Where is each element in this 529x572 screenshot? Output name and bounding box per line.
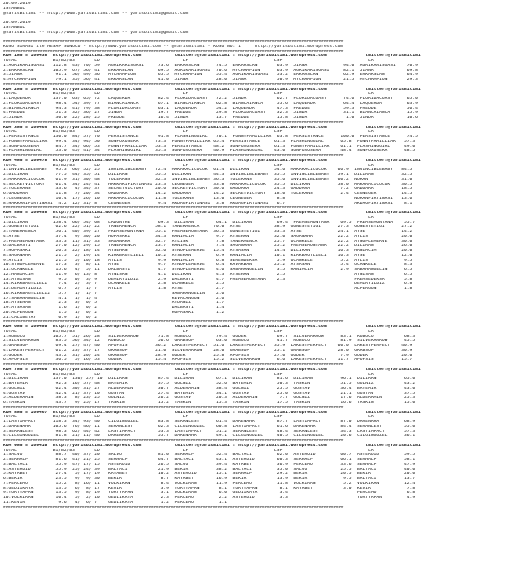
report-line: 5:FREMSEMONTANA 33.3 11/ 31/ 33 SAGANAHA 32.7 ATLISK 7.8 TANERMENCA 25.7 UCANKELE 22.2 ATNOPLEMERVE 30.0 [3, 239, 413, 244]
report-line: 4:FREDDE 51.3 32/ 36/ 27 JINDA 19.7 FREDDE 29.8 FLORIDACOAST 32.3 JINDA 31.1 BIANCAIANCA 15.9 [3, 111, 418, 116]
separator-line: ########################################################################################################################################## [3, 405, 344, 410]
report-line: 3:TANERMENCA 56.1 40/ 39/ 27 FREMSEMONTANA 55.1 FREMSEMONTANA 36.3 GUNESTETIGI 33.3 AYSE 24.1 AYSE 14.2 [3, 230, 413, 234]
report-line: 3:SUNFOXOSERA 84.7 34/ 66/ 53 FUNNYFAMILLIAR 53.3 PERSISTANCE 48.2 SUNFOXOSERA 61.3 FUNNYFAMILLIAR 61.1 FLASHINGGIRL 49.0 [3, 144, 416, 149]
report-line: 3:GULNIZ 62.4 30/ 31/ 27 ALDERAMIN 30.7 ALDERAMIN 38.4 GULNIZ 25.5 GUSTAV 36.4 BAYEMIR 43.0 [3, 386, 416, 391]
report-line: ISTANBUL [3, 25, 26, 30]
column-header-line: TOTAL B1/B2/B3 LD LF LSP LA [3, 415, 374, 420]
report-line: 7:HOPASAKI 26.3 22/ 18/ 14 AYSEHAN 32.6 STNOPLEMERVE 15.4 ATSASAN 14.4 DILIRAN 16.3 HANIMCIM 20.0 [3, 249, 413, 253]
report-line: 14:KIRKBAGTLIELI 7.4 2/ 3/ 7 UCANKELE 2.8 UCANKELE 2.5 DEMIRYILDIZ 6.8 [3, 282, 413, 287]
report-line: 4:CILGINGUZEL 81.8 21/ 11/ 40 DARENAHA 55.7 DARENAHA 49.1 CILGINGUZEL 40.5 CILGINGUZEL 20.6 CILGINGUZEL 36.1 [3, 434, 416, 439]
report-line: 1:LASTIMPACT 118.3 34/ 93/ 40 CILGINGUZEL 83.8 SERANLEST 61.4 DARENAHA 87.7 LASTIMPACT 87.0 DARENAHA 68.9 [3, 420, 416, 424]
report-line: 2:ERKARSLAN 105.9 67/ 56/ 41 ERKARSLAN 69.5 AGRIKARISGASI 70.6 MYCHAMPION 63.9 AGRIKARISGASI 82.1 JIANA 69.8 [3, 68, 418, 73]
report-line: 2:DARENAHA 105.6 76/ 46/ 11 SERANLEST 62.3 CILGINGUZEL 60.8 LASTIMPACT 61.6 DARENAHA 84.4 SERANLEST 55.0 [3, 424, 416, 429]
report-line: 12:HANIMCIM 11.9 6/ 13/ 8 ATNISAN 4.1 DILIRAN 4.3 AYSEHAN 2.5 ATNISAN 6.5 [3, 272, 413, 277]
separator-line: ########################################################################################################################################## [3, 154, 344, 158]
separator-line: ########################################################################################################################################## [3, 439, 344, 443]
report-line: 11:KEVIR 9.6 4/ 6/ 7 GEDIIKAYA 1.2 PERCEMO 1.1 [3, 500, 228, 505]
report-line: KOSU SIRASI ile HESAP SONUCU - http://www.yarisbilimi.com -- @YarisBilimi - KOSU NO: 1 http://yarisbilimi.wordpress.com [3, 44, 344, 49]
column-header-line: TOTAL B1/B2/B3 LD LF LSP LA [3, 130, 374, 135]
report-line: @YarisBilimi -- http://www.yarisbilimi.com -- yarisbilimi@gmail.com [3, 11, 189, 16]
report-line: 3:JIANA 91.1 56/ 49/ 36 MYCHAMPION 65.5 MYCHAMPION 55.4 AGRIKARISGASI 53.2 ERKARSLAN 62.9 ERKARSLAN 64.9 [3, 73, 418, 78]
separator-line: ########################################################################################################################################## [3, 206, 344, 211]
report-line: 2:GUNESTETIGI 62.6 22/ 51/ 22 TANERMENCA 58.1 TANERMENCA 70.0 AYSE 38.9 GUNESTETIGI 27.3 GUNESTETIGI 27.2 [3, 225, 413, 230]
race-header-line: KUM 9NG = 169410 http://yarisbilimi.wordpress.com twitter:@YarisBilimi : http://yarisbilimi.wordpress.com twitter:@YarisBilimi [3, 443, 421, 448]
report-line: 16:KIRKBAGTLIELI2 5.7 1/ 1/ 7 SABAHANGELIN 2.6 [3, 291, 225, 296]
report-line: 3:BIANCAIANCA 94.3 41/ 79/ 38 FLORIDACOAST 63.1 LAQUERDA 54.2 LAQUERDA 47.3 FREDDE 59.3 FREDDE 56.4 [3, 106, 418, 111]
report-line: 2:FLORIDACOAST 98.4 54/ 39/ 77 BIANCAIANCA 67.1 BIANCAIANCA 62.8 BIANCAIANCA 55.6 LAQUERDA 64.4 LAQUERDA 63.9 [3, 101, 418, 106]
report-line: ISTANBUL [3, 6, 26, 11]
column-header-line: TOTAL B1/B2/B3 LD LF LSP LA [3, 448, 374, 453]
race-header-line: KUM 8NG = 169467 http://yarisbilimi.wordpress.com twitter:@YarisBilimi : http://yarisbilimi.wordpress.com twitter:@YarisBilimi [3, 410, 421, 415]
report-line: 2:FUNNYFAMILLIAR 99.4 34/ 94/ 50 SUNFOXOSERA 73.3 FUNNYFAMILLIAR 65.4 PERSISTANCE 61.3 FLASHINGGIRL 65.8 FUNNYFAMILLIAR 57.3 [3, 139, 416, 144]
report-line: 5:GODEK 43.2 31/ 20/ 24 GRABSOP 28.9 GODEK 25.8 APOFSIS 27.0 GODEK 7.9 GODEK 20.0 [3, 353, 413, 358]
report-line: 2:SERHALP 81.6 41/ 21/ 25 SERHALP 64.7 BALTACI 43.1 ASTEROID 60.3 SERHALP 66.1 SERHALP 58.1 [3, 458, 416, 462]
report-line: 1:PERSISTANCE 130.0 84/ 57/ 70 PERSISTANCE 91.8 FLASHINGGIRL 70.1 FUNNYFAMILLIAR 63.8 PERSISTANCE 100.0 PERSISTANCE 74.5 [3, 135, 418, 139]
report-line: 4:GUSTAV 42.4 21/ 37/ 10 GUSTAV 27.4 BAYEMIR 34.1 GUSTAV 25.0 GUSTAV 21.1 GUSTAV 37.5 [3, 391, 416, 396]
race-header-line: KUM 6NG = 169480 http://yarisbilimi.wordpress.com twitter:@YarisBilimi : http://yarisbilimi.wordpress.com twitter:@YarisBilimi [3, 325, 421, 329]
report-line: 17:SABAHANGELIN 4.1 1/ 1/ 4 KEVACANGUN 2.6 [3, 296, 225, 301]
report-line: 5:JINDA 30.0 22/ 28/ 25 FREDDE 16.4 JINDA 13.7 FREDDE 15.8 JINDA 1.0 JINDA 10.6 [3, 116, 418, 120]
separator-line: ########################################################################################################################################## [3, 49, 344, 54]
report-line: 1:DILIRAN 137.0 136/ 27/ 10 DILIRAN 87.4 DILIRAN 67.1 DILIRAN 81.6 DILIRAN 96.1 DILIRAN 65.0 [3, 377, 416, 382]
report-line: @YarisBilimi -- http://www.yarisbilimi.com -- yarisbilimi@gmail.com [3, 30, 189, 35]
report-line: 2:BAYEMIR 92.3 16/ 57/ 48 BAYEMIR 37.5 GULNIZ 52.6 BAYEMIR 50.3 TASKIN 51.5 GULNIZ 43.2 [3, 382, 416, 386]
report-line: 3:BALTACI 55.9 47/ 17/ 15 ASTEROID 26.5 SALVO 39.4 KAYABET 36.9 PERCEMO 33.6 SERHALP 47.9 [3, 462, 416, 467]
report-line: 20.09.2019 [3, 21, 31, 25]
race-header-line: KUM 7NG = 169460 http://yarisbilimi.wordpress.com twitter:@YarisBilimi : http://yarisbilimi.wordpress.com twitter:@YarisBilimi [3, 367, 421, 372]
column-header-line: TOTAL B1/B2/B3 LD LF LSP LA [3, 59, 374, 63]
column-header-line: TOTAL B1/B2/B3 LD LF LSP LA [3, 329, 374, 334]
separator-line: ########################################################################################################################################## [3, 82, 344, 87]
column-header-line: TOTAL B1/B2/B3 LD LF LSP LA [3, 215, 374, 220]
column-header-line: TOTAL B1/B2/B3 LD LF LSP LA [3, 372, 374, 377]
report-line: 20:ALPERGUN 1.5 1/ 0/ 2 HOPASAKI 1.2 [3, 310, 225, 315]
report-line: 19:ATSASAN 1.6 1/ 0/ 2 DALBASTI 1.4 [3, 306, 225, 310]
report-line: 5:TOLERANS 33.6 4/ 34/ 37 SECRETVICTORY 20.6 SECRETVICTORY 30.6 GADDARA 24.3 GADDARA 7.2 GADDARA 18.5 [3, 187, 413, 192]
report-line: 20.09.2019 [3, 2, 31, 6]
report-line: 15:DEMIRYILDIZ 6.7 2/ 1/ 7 AYLIS 1.8 AYSE 2.7 ALPERGUN 1.8 [3, 287, 413, 291]
column-header-line: TOTAL B1/B2/B3 LD LF LSP LA [3, 92, 374, 97]
column-header-line: TOTAL B1/B2/B3 LD LF LSP LA [3, 163, 374, 168]
separator-line: ########################################################################################################################################## [3, 320, 344, 325]
report-line: 5:ALDERAMIN 38.3 8/ 23/ 25 GULNIZ 26.2 GUSTAV 20.3 ALDERAMIN 7.7 GULNIZ 17.6 ALDERAMIN 25.3 [3, 396, 416, 401]
report-line: 3:SERANLEST 98.3 62/ 44/ 42 LASTIMPACT 53.3 LASTIMPACT 51.2 SERANLEST 48.4 SERANLEST 34.3 LASTIMPACT 57.3 [3, 429, 416, 434]
separator-line: ########################################################################################################################################## [3, 120, 344, 125]
report-line: 21:CALIBETAY 0.9 1/ 0/ 2 [3, 315, 98, 320]
report-line: 4:ASTEROID 55.9 25/ 24/ 39 BALTACI 21.9 BEKIR 38.2 BALTACI 35.0 SALVO 25.5 BALTACI 40.0 [3, 467, 416, 472]
report-line: 13:ATNISAN 9.5 0/ 3/ 9 DEMIRYILDIZ 2.9 DALBASTI 4.7 FREMSEMONTANA 2.3 FREMSEDEKSA 5.8 [3, 277, 413, 282]
report-line: 6:BEKIR 23.5 9/ 9/ 30 BEKIR 8.7 KAYABET 16.9 BEKIR 13.9 BEKIR 9.5 BALTACI 13.7 [3, 477, 416, 481]
report-line: 10:VOLKIRAN 10.4 5/ 2/ 10 GEDIIKAYA 2.3 PERCEMO 2.2 ASTEROID 3.3 YURTYAPAN 4.9 [3, 496, 416, 500]
report-line: 10:STNOPLEMERVE 17.3 3/ 8/ 11 AYSE 9.7 ATNOPLEMERVE 6.4 KAVAKBAN 25.2 ATSASAN 5.4 UCANKELE 8.3 [3, 263, 413, 268]
report-line: 1:INVINCIBLEBABY 95.3 66/ 52/ 25 INVINCIBLEBABY 72.4 MAKARACICOCUK 61.4 DILIRAN 54.6 MAKARACICOCUK 66.9 INVINCIBLEBABY 84.5 [3, 168, 413, 173]
report-line: 4:FLASHINGGIRL 53.0 45/ 41/ 34 FLASHINGGIRL 35.3 SUNFOXOSERA 40.9 FLASHINGGIRL 43.0 SUNFOXOSERA 48.4 SUNFOXOSERA 48.5 [3, 149, 416, 154]
report-line: 1:SALVO 88.7 40/ 37/ 20 SALVO 81.0 SERHALP 52.4 BALTACI 62.0 ASTEROID 60.7 ASTEROID 59.5 [3, 453, 416, 458]
report-line: 8:GEDIIKAYA 13.5 6/ 8/ 17 KEVIR 3.9 YURTYAPAN 8.1 YURTYAPAN 8.1 KAYABET 3.0 KEVIR 7.8 [3, 486, 416, 491]
separator-line: ########################################################################################################################################## [3, 40, 344, 44]
report-line: 11:UCANKELE 15.6 4/ 5/ 11 DALBASTI 4.7 STNOPLEMERVE 4.6 SABAHANGELIN 3.5 HANIMCIM 2.9 SABAHANGELIN 6.5 [3, 268, 413, 272]
report-line: 6:DALBASTI 27.0 12/ 29/ 15 TANERMENCA 23.7 HANIMCIM 7.4 SAGANAHA 25.2 FREMSEMONTANA 22.2 DILIRAN 26.0 [3, 244, 413, 249]
report-line: 1:AGRIKARISGASI 112.8 43/ 70/ 59 AGRIKARISGASI 73.6 ERKARSLAN 74.5 ERKARSLAN 63.9 JIANA 94.0 AGRIKARISGASI 70.9 [3, 63, 418, 68]
race-header-line: KUM 5NG = 169458 http://yarisbilimi.wordpress.com twitter:@YarisBilimi : http://yarisbilimi.wordpress.com twitter:@YarisBilimi [3, 211, 421, 215]
report-line: 4:AYSE 37.4 9/ 30/ 20 HOPASAKI 34.3 HANIMCIM 9.7 AYSEHAN 32.0 SAGANAHA 22.2 AYLIS 20.0 [3, 234, 413, 239]
report-line: 6:GADDARA 11.8 7/ 20/ 34 GADDARA 14.2 GADDARA 14.2 SECRETVICTORY 18.0 TOLERANS 2.4 CEGNEGER 14.5 [3, 192, 413, 196]
report-line: 8:SAGANAHA 21.5 2/ 19/ 14 KIRKBAGTLIELI 10.2 AYSEHAN 6.9 HANIMCIM 10.1 KIRKBAGTLIELI 16.3 AYSE 12.0 [3, 253, 413, 258]
race-header-line: KUM 4NG = 169478 http://yarisbilimi.wordpress.com twitter:@YarisBilimi : http://yarisbilimi.wordpress.com twitter:@YarisBilimi [3, 158, 421, 163]
report-line: 6:TASKIN 43.7 9/ 25/ 17 TASKIN 15.2 TASKIN 15.3 TASKIN 17.5 TASKIN 16.6 TASKIN 15.0 [3, 401, 416, 405]
report-line: 7:CEGNEGER 10.4 17/ 26/ 10 MAKARACICOCUK 11.8 TOLERANS 13.0 CEGNEGER 8.8 NURANFIRTINASI 13.6 [3, 196, 413, 201]
report-line: 1:LAQUERDA 137.0 63/ 65/ 72 LAQUERDA 82.4 FLORIDACOAST 72.2 JINDA 62.7 FLORIDACOAST 74.6 FLORIDACOAST 65.0 [3, 97, 418, 101]
separator-line: ########################################################################################################################################## [3, 363, 344, 367]
race-header-line: KUM 3NG = 169465 http://yarisbilimi.wordpress.com twitter:@YarisBilimi : http://yarisbilimi.wordpress.com twitter:@YarisBilimi [3, 125, 421, 130]
report-line: 4:SECRETVICTORY 61.4 34/ 24/ 41 HAKKARIFIRTINASI 23.3 CEGNEGER 33.8 MAKARACICOCUK 35.5 DILIRAN 58.0 MAKARACICOCUK 30.5 [3, 182, 413, 187]
report-line: 9:YURTYAPAN 13.5 9/ 8/ 19 YURTYAPAN 3.1 VOLKIRAN 6.0 GEDIIKAYA 3.4 PERCEMO 6.8 [3, 491, 416, 496]
report-line: 8:HAKKARIFIRTINASI 4.2 12/ 31/ 8 CEGNEGER 9.4 AKDAGFIRTINASI 3.8 AKDAGFIRTINASI 6.7 AKDAGFIRTINASI 8.1 [3, 201, 413, 206]
report-line: 3:MAKARACICOCUK 61.9 31/ 30/ 48 TOLERANS 32.3 INVINCIBLEBABY 36.3 TOLERANS 35.6 INVINCIBLEBABY 60.2 NURAN 31.0 [3, 177, 413, 182]
report-line: 6:APOFSIS 36.5 5/ 16/ 53 GODEK 15.4 APOFSIS 15.2 SILVERARROW 6.6 LAKESTPERFECT 11.7 APOFSIS 15.7 [3, 358, 413, 363]
report-line: 9:ATLIS 21.5 5/ 10/ 18 ATLIS 9.9 HANIMCIM 6.8 SERENDEKSA 5.9 UCANKELE 5.2 AYLIS 9.5 [3, 258, 413, 263]
separator-line: ########################################################################################################################################## [3, 505, 344, 510]
report-line: 1:RUBUCO 105.7 51/ 26/ 28 SILVERARROW 71.8 RUBUCO 79.4 GODEK 69.7 SILVERARROW 83.1 RUBUCO 68.3 [3, 334, 416, 339]
race-header-line: KUM 1NG = 169438 http://yarisbilimi.wordpress.com twitter:@YarisBilimi : http://yarisbilimi.wordpress.com twitter:@YarisBilimi [3, 54, 421, 59]
results-report [3, 2, 527, 510]
report-line: 3:GRABSOP 69.4 27/ 47/ 40 APOFSIS 36.2 LAKESTPERFECT 51.6 LAKESTPERFECT 35.9 LAKESTPERFECT 60.0 LAKESTPERFECT 40.9 [3, 344, 413, 348]
report-line: 7:PERCEMO 15.2 8/ 16/ 11 VOLKIRAN 8.4 VOLKIRAN 11.9 PERCEMO 11.8 VOLKIRAN 5.2 VOLKIRAN 12.4 [3, 481, 416, 486]
report-line: 2:SILVERARROW 83.5 56/ 34/ 12 RUBUCO 56.6 GRABSOP 63.0 RUBUCO 41.7 RUBUCO 81.9 SILVERARROW 45.5 [3, 339, 416, 344]
report-line: 1:DILIRAN 158.4 66/ 54/ 68 LADONTHE 69.3 DILIRAN 64.1 DILIRAN 69.4 FREMSEMONTANA 69.5 FREMSEMONTANA 55.7 [3, 220, 416, 225]
race-header-line: KUM 2NG = 169458 http://yarisbilimi.wordpress.com twitter:@YarisBilimi : http://yarisbilimi.wordpress.com twitter:@YarisBilimi [3, 87, 421, 92]
report-line: 18:AYSEHAN 2.3 3/ 0/ 5 AYDANIZ 1.7 [3, 301, 225, 306]
report-line: 4:MYCHAMPION 79.1 35/ 56/ 41 ERKARSLAN 41.0 JIANA 28.0 JIANA 50.9 MYCHAMPION 21.5 MYCHAMPION 29.3 [3, 78, 418, 82]
report-line: 5:KAYABET 27.4 5/ 17/ 19 KAYABET 10.2 ASTEROID 15.1 SERHALP 29.2 BEKIR 20.5 BEKIR 20.0 [3, 472, 416, 477]
report-line: 4:LAKESTPERFECT 61.2 23/ 37/ 17 GRABSOP 21.0 SILVERARROW 28.0 GRABSOP 25.1 GRABSOP 28.0 GRABSOP 30.9 [3, 348, 413, 353]
report-line: 2:DILIRAN 77.5 44/ 35/ 51 DILIRAN 55.5 DILIRAN 44.3 INVINCIBLEBABY 35.5 INVINCIBLEBABY 59.1 DILIRAN 32.5 [3, 173, 413, 177]
